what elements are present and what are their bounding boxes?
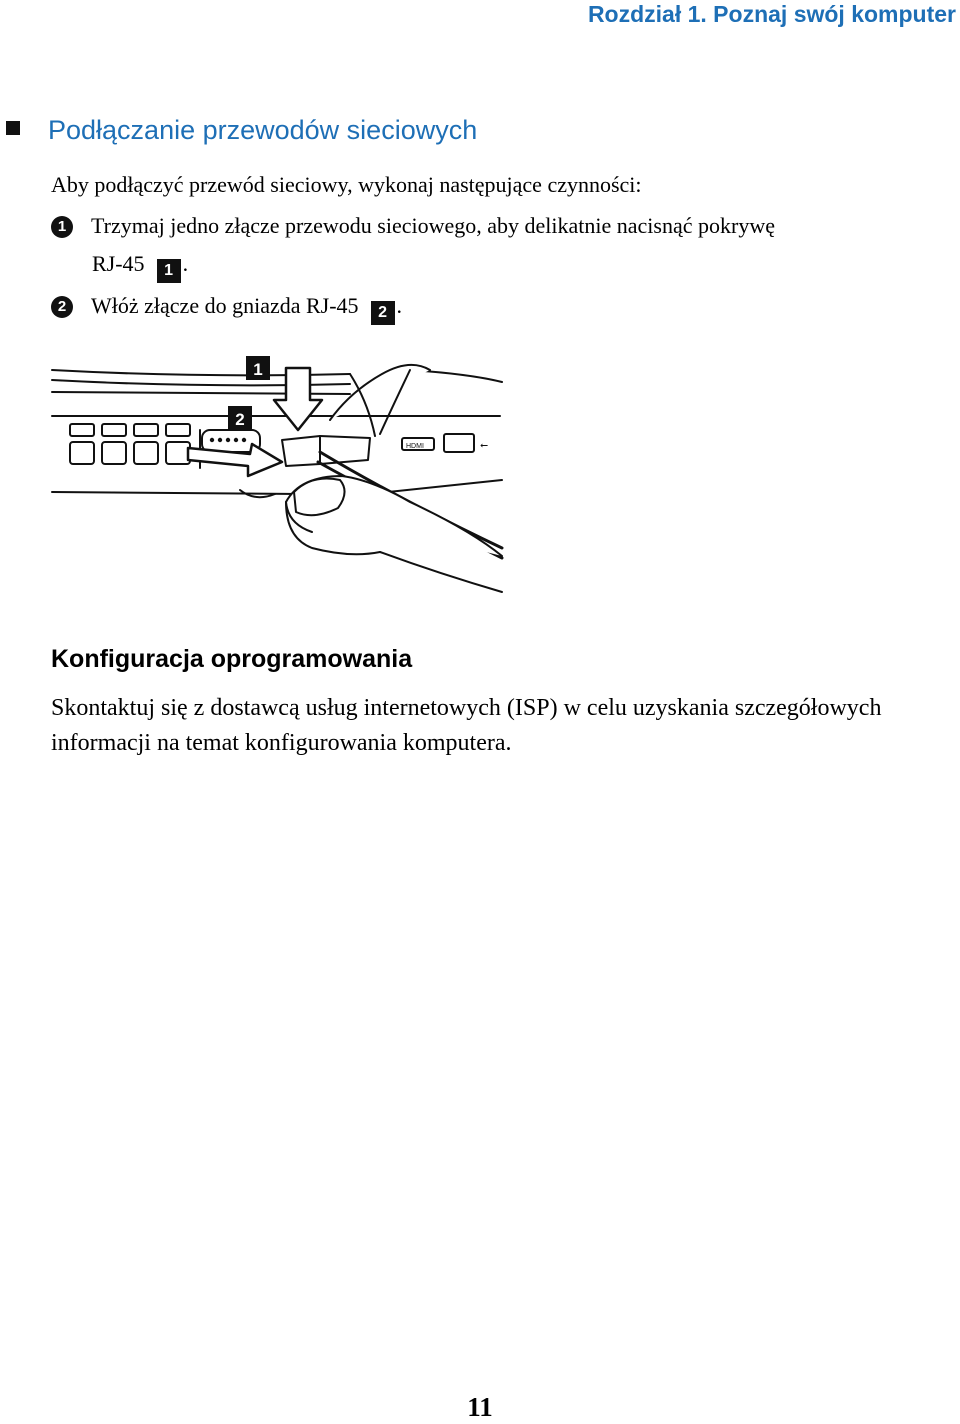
usb-port-icon: ⭠ [480, 440, 488, 451]
intro-text: Aby podłączyć przewód sieciowy, wykonaj następujące czynności: [51, 172, 642, 197]
figure-callout-1-label: 1 [253, 360, 263, 379]
step-2 [51, 288, 402, 325]
subsection-text: Skontaktuj się z dostawcą usług internetowych (ISP) w celu uzyskania szczegółowych informacji na temat konfigurowania komputera. [51, 695, 882, 756]
subsection-title: Konfiguracja oprogramowania [51, 645, 413, 673]
chapter-header: Rozdział 1. Poznaj swój komputer [587, 1, 956, 27]
hdmi-port-label: HDMI [406, 443, 424, 450]
figure-callout-2-label: 2 [235, 410, 245, 429]
step-1-continuation [92, 246, 188, 283]
callout-tag-2: 2 [371, 301, 395, 325]
step-1-text-line2: RJ-45 [92, 251, 145, 276]
step-2-period: . [396, 293, 403, 318]
square-bullet-icon [6, 121, 20, 135]
step-1-text: Trzymaj jedno złącze przewodu sieciowego, aby delikatnie nacisnąć pokrywę [91, 213, 775, 238]
step-1-period: . [182, 251, 189, 276]
callout-tag-1: 1 [157, 259, 181, 283]
section-heading [6, 112, 477, 148]
rj45-connection-illustration [50, 352, 505, 597]
step-2-text: Włóż złącze do gniazda RJ-45 [91, 293, 359, 318]
page-number: 11 [467, 1392, 493, 1422]
step-number-badge: 1 [51, 216, 73, 238]
section-title: Podłączanie przewodów sieciowych [48, 115, 478, 145]
step-number-badge: 2 [51, 296, 73, 318]
step-1 [51, 208, 775, 244]
